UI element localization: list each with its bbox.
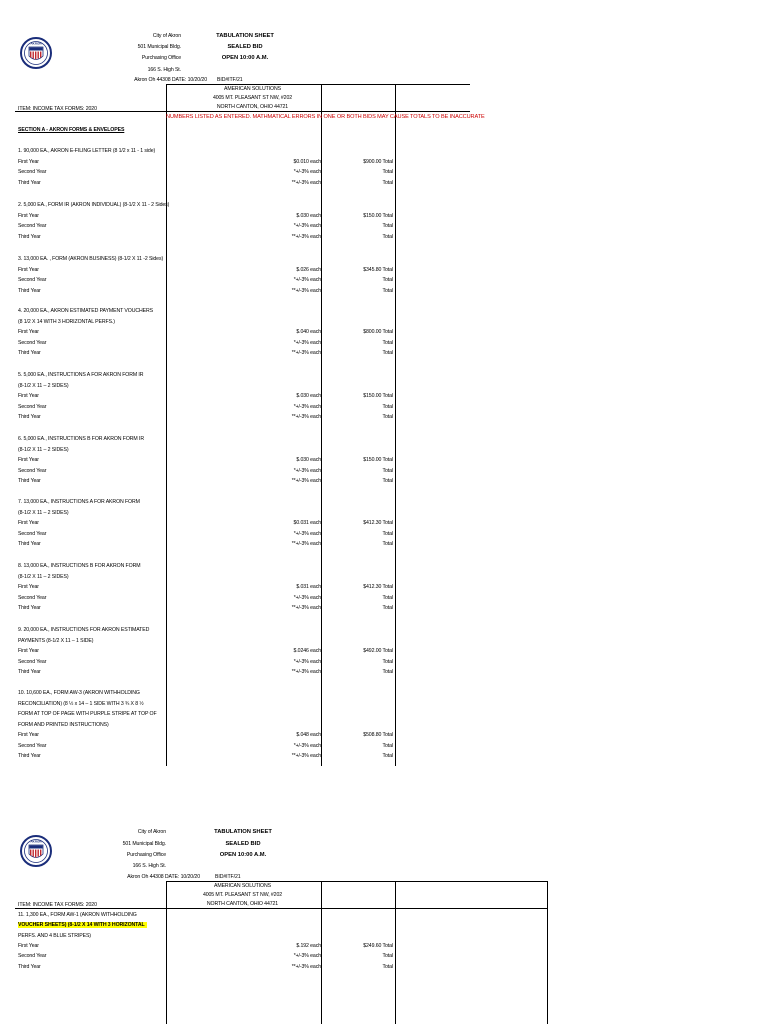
unit-price: $.031 each <box>296 584 321 590</box>
year-label: Second Year <box>18 339 47 346</box>
city-name: City of Akron <box>152 33 181 39</box>
bid-number-2: BID#ITF/21 <box>215 874 241 880</box>
item-3-description-line: 3. 13,000 EA. , FORM (AKRON BUSINESS) (8-1/2 X 11 -2 Sides) <box>18 256 164 262</box>
year-label: First Year <box>18 266 39 273</box>
city-name-2: City of Akron <box>137 829 166 835</box>
year-label: Third Year <box>18 233 41 240</box>
item-8-description-line: (8-1/2 X 11 – 2 SIDES) <box>18 573 69 580</box>
unit-price: *+/-3% each <box>293 742 321 749</box>
line-total: $412.30 Total <box>363 584 393 590</box>
unit-price: $0.031 each <box>293 520 321 526</box>
year-label-first: First Year <box>18 943 39 949</box>
unit-price: $.192 each <box>296 943 321 949</box>
vendor-address: 4005 MT. PLEASANT ST NW, #202 <box>212 95 293 101</box>
unit-price: **+/-3% each <box>291 478 321 484</box>
unit-price: *+/-3% each <box>293 530 321 537</box>
line-total: $150.00 Total <box>363 457 393 463</box>
unit-price: *+/-3% each <box>293 277 321 283</box>
line-total: Total <box>382 605 393 611</box>
year-label: Third Year <box>18 287 41 294</box>
unit-price: **+/-3% each <box>291 287 321 294</box>
unit-price: $.048 each <box>296 732 321 738</box>
line-total: Total <box>382 742 393 749</box>
year-label: Third Year <box>18 753 41 759</box>
item-10-description-line: FORM AND PRINTED INSTRUCTIONS) <box>18 721 109 728</box>
line-total: $150.00 Total <box>363 393 393 399</box>
unit-price: *+/-3% each <box>293 658 321 665</box>
year-label: Second Year <box>18 742 47 749</box>
unit-price: **+/-3% each <box>291 350 321 356</box>
city-seal-icon <box>20 36 52 70</box>
line-total: Total <box>382 350 393 356</box>
year-label: Third Year <box>18 605 41 611</box>
sheet-title-2: TABULATION SHEET <box>214 829 272 835</box>
unit-price: **+/-3% each <box>291 753 321 759</box>
year-label: First Year <box>18 732 39 738</box>
item-11-line-2: VOUCHER SHEETS) (8-1/2 X 14 WITH 3 HORIZONTAL <box>18 922 145 928</box>
year-label-second: Second Year <box>18 953 47 959</box>
item-1-description-line: 1. 90,000 EA., AKRON E-FILING LETTER (8 1/2 x 11 - 1 side) <box>18 148 156 154</box>
year-label: Third Year <box>18 350 41 356</box>
unit-price: *+/-3% each <box>293 403 321 410</box>
vendor-top-rule <box>166 84 470 85</box>
open-time: OPEN 10:00 A.M. <box>221 55 269 61</box>
unit-price: $0.010 each <box>293 158 321 165</box>
unit-price: *+/-3% each <box>293 339 321 346</box>
year-label: First Year <box>18 158 39 165</box>
year-label: Second Year <box>18 658 47 665</box>
unit-price-third: **+/-3% each <box>291 964 321 970</box>
line-total: Total <box>382 403 393 410</box>
item-10-description-line: 10. 10,600 EA., FORM AW-3 (AKRON WITHHOLDING <box>18 690 140 696</box>
unit-price: $.030 each <box>296 393 321 399</box>
svg-text:AKRON: AKRON <box>30 839 42 844</box>
unit-price: *+/-3% each <box>293 467 321 474</box>
unit-price: *+/-3% each <box>293 169 321 175</box>
item-9-description-line: 9. 20,000 EA., INSTRUCTIONS FOR AKRON ESTIMATED <box>18 627 150 633</box>
year-label: Second Year <box>18 530 47 537</box>
unit-price: $.040 each <box>296 329 321 335</box>
vendor-top-rule-2 <box>166 881 548 882</box>
sealed-bid: SEALED BID <box>227 44 263 50</box>
year-label: Second Year <box>18 594 47 601</box>
item-5-description-line: (8-1/2 X 11 – 2 SIDES) <box>18 382 69 389</box>
vendor-city-2: NORTH CANTON, OHIO 44721 <box>206 901 279 907</box>
item-11-line-3: PERFS. AND 4 BLUE STRIPES) <box>18 933 91 939</box>
unit-price-second: *+/-3% each <box>293 953 321 959</box>
year-label: First Year <box>18 648 39 654</box>
unit-price: **+/-3% each <box>291 669 321 675</box>
city-address-2: 166 S. High St. <box>147 67 181 73</box>
line-total: $492.00 Total <box>363 648 393 654</box>
year-label: Third Year <box>18 414 41 420</box>
year-label: First Year <box>18 329 39 335</box>
year-label: Second Year <box>18 467 47 474</box>
year-label: Third Year <box>18 541 41 547</box>
item-10-description-line: FORM AT TOP OF PAGE WITH PURPLE STRIPE AT TOP OF <box>18 711 157 717</box>
unit-price: *+/-3% each <box>293 223 321 229</box>
unit-price: **+/-3% each <box>291 414 321 420</box>
header-rule <box>15 111 470 112</box>
line-total: Total <box>382 169 393 175</box>
line-total: Total <box>382 669 393 675</box>
vendor-address-2: 4005 MT. PLEASANT ST NW, #202 <box>202 892 283 898</box>
year-label: First Year <box>18 584 39 590</box>
line-total: Total <box>382 287 393 294</box>
unit-price: **+/-3% each <box>291 541 321 547</box>
item-11-line-1: 11. 1,300 EA., FORM AW-1 (AKRON WITHHOLDING <box>18 912 137 918</box>
line-total: Total <box>382 233 393 240</box>
year-label: First Year <box>18 520 39 526</box>
line-total-third: Total <box>382 964 393 970</box>
line-total: $412.30 Total <box>363 520 393 526</box>
line-total: Total <box>382 530 393 537</box>
line-total: $150.00 Total <box>363 212 393 219</box>
city-address-1-2: 501 Municipal Bldg. <box>122 841 166 847</box>
year-label: Third Year <box>18 179 41 186</box>
city-address-2-2: 166 S. High St. <box>132 863 166 869</box>
item-4-description-line: 4. 20,000 EA., AKRON ESTIMATED PAYMENT VOUCHERS <box>18 308 154 314</box>
year-label: First Year <box>18 393 39 399</box>
vendor-name: AMERICAN SOLUTIONS <box>223 86 281 92</box>
purchasing-office: Purchasing Office <box>141 55 181 61</box>
purchasing-office-2: Purchasing Office <box>126 852 166 858</box>
unit-price: **+/-3% each <box>291 233 321 240</box>
sheet-title: TABULATION SHEET <box>216 33 274 39</box>
year-label: Second Year <box>18 223 47 229</box>
column-rule-far-2 <box>547 881 548 1024</box>
line-total: $249.60 Total <box>363 943 393 949</box>
sealed-bid-2: SEALED BID <box>225 841 261 847</box>
line-total: Total <box>382 414 393 420</box>
line-total-second: Total <box>382 953 393 959</box>
city-seal-icon-2 <box>20 834 52 868</box>
year-label: Third Year <box>18 478 41 484</box>
item-2-description-line: 2. 5,000 EA., FORM IR (AKRON INDIVIDUAL) (8-1/2 X 11 - 2 Sides) <box>18 202 170 208</box>
line-total: $900.00 Total <box>363 158 393 165</box>
line-total: Total <box>382 467 393 474</box>
item-7-description-line: 7. 13,000 EA., INSTRUCTIONS A FOR AKRON FORM <box>18 499 140 505</box>
unit-price: $.030 each <box>296 457 321 463</box>
vendor-city: NORTH CANTON, OHIO 44721 <box>216 104 289 110</box>
unit-price: **+/-3% each <box>291 179 321 186</box>
line-total: Total <box>382 277 393 283</box>
year-label: Second Year <box>18 277 47 283</box>
unit-price: *+/-3% each <box>293 594 321 601</box>
city-date-2: Akron Oh 44308 DATE: 10/20/20 <box>127 874 200 880</box>
open-time-2: OPEN 10:00 A.M. <box>219 852 267 858</box>
year-label-third: Third Year <box>18 964 41 970</box>
year-label: First Year <box>18 212 39 219</box>
year-label: First Year <box>18 457 39 463</box>
item-4-description-line: (8 1/2 X 14 WITH 3 HORIZONTAL PERFS.) <box>18 318 115 325</box>
column-rule-mid <box>321 84 322 766</box>
line-total: $800.00 Total <box>363 329 393 335</box>
year-label: Third Year <box>18 669 41 675</box>
line-total: $345.80 Total <box>363 266 393 273</box>
column-rule-mid-2 <box>321 881 322 1024</box>
entry-warning: NUMBERS LISTED AS ENTERED. MATHMATICAL ERRORS IN ONE OR BOTH BIDS MAY CAUSE TOTALS TO BE INACCURATE <box>166 114 485 120</box>
column-rule-left-2 <box>166 881 167 1024</box>
line-total: Total <box>382 478 393 484</box>
city-address-1: 501 Municipal Bldg. <box>137 44 181 50</box>
item-8-description-line: 8. 13,000 EA., INSTRUCTIONS B FOR AKRON FORM <box>18 563 141 569</box>
line-total: Total <box>382 541 393 547</box>
unit-price: $.030 each <box>296 212 321 219</box>
line-total: Total <box>382 339 393 346</box>
line-total: Total <box>382 658 393 665</box>
year-label: Second Year <box>18 169 47 175</box>
item-9-description-line: PAYMENTS (8-1/2 X 11 – 1 SIDE) <box>18 637 94 644</box>
item-6-description-line: 6. 5,000 EA., INSTRUCTIONS B FOR AKRON FORM IR <box>18 436 144 442</box>
bid-number: BID#ITF/21 <box>217 77 243 83</box>
item-5-description-line: 5. 5,000 EA., INSTRUCTIONS A FOR AKRON FORM IR <box>18 372 144 378</box>
city-date: Akron Oh 44308 DATE: 10/20/20 <box>134 77 207 83</box>
item-7-description-line: (8-1/2 X 11 – 2 SIDES) <box>18 509 69 516</box>
item-title: ITEM: INCOME TAX FORMS: 2020 <box>18 106 97 112</box>
line-total: $508.80 Total <box>363 732 393 738</box>
vendor-name-2: AMERICAN SOLUTIONS <box>213 883 271 889</box>
unit-price: $.0246 each <box>293 648 321 654</box>
line-total: Total <box>382 179 393 186</box>
column-rule-right <box>395 84 396 766</box>
year-label: Second Year <box>18 403 47 410</box>
line-total: Total <box>382 594 393 601</box>
unit-price: **+/-3% each <box>291 605 321 611</box>
item-title-2: ITEM: INCOME TAX FORMS: 2020 <box>18 902 97 908</box>
column-rule-right-2 <box>395 881 396 1024</box>
svg-text:AKRON: AKRON <box>30 41 42 46</box>
column-rule-left <box>166 84 167 766</box>
header-rule-2 <box>15 908 548 909</box>
item-10-description-line: RECONCILIATION) (8 ½ x 14 – 1 SIDE WITH 3 ¾ X 8 ½ <box>18 700 144 707</box>
line-total: Total <box>382 753 393 759</box>
unit-price: $.026 each <box>296 266 321 273</box>
item-6-description-line: (8-1/2 X 11 – 2 SIDES) <box>18 446 69 453</box>
line-total: Total <box>382 223 393 229</box>
section-title: SECTION A - AKRON FORMS & ENVELOPES <box>18 127 125 133</box>
